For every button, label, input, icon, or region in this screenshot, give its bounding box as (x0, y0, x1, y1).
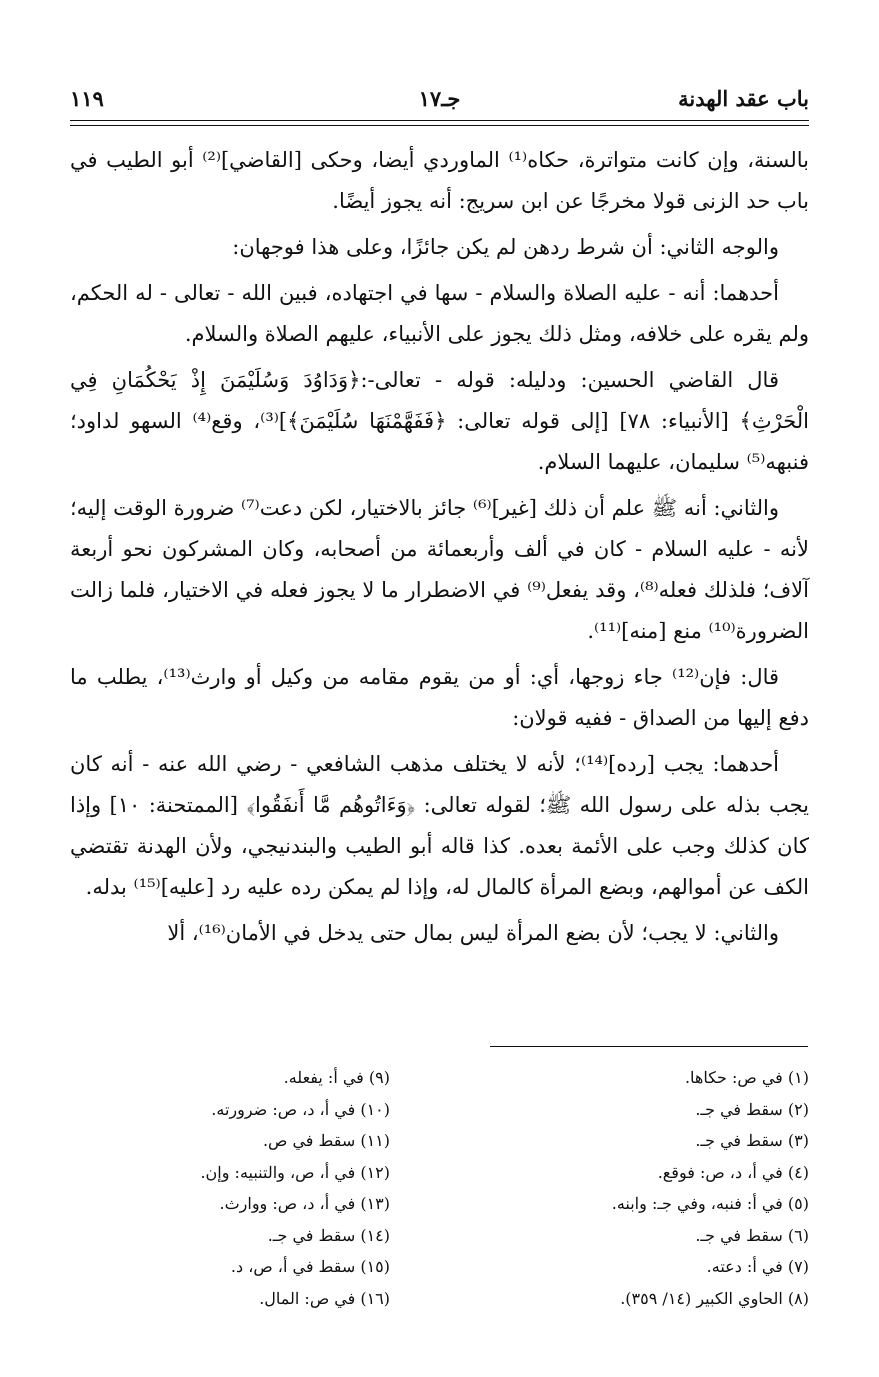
paragraph: والثاني: أنه ﷺ علم أن ذلك [غير]⁽⁶⁾ جائز بالاختيار، لكن دعت⁽⁷⁾ ضرورة الوقت إليه؛ لأنه - عليه السلام - كان في ألف وأربعمائة من أصحابه، وكان المشركون نحو أربعة آلاف؛ فلذلك فعله⁽⁸⁾، وقد يفعل⁽⁹⁾ في الاضطرار ما لا يجوز فعله في الاختيار، فلما زالت الضرورة⁽¹⁰⁾ منع [منه]⁽¹¹⁾. (69, 496, 809, 643)
paragraph: والثاني: لا يجب؛ لأن بضع المرأة ليس بمال حتى يدخل في الأمان⁽¹⁶⁾، ألا (167, 921, 779, 945)
paragraph: قال القاضي الحسين: ودليله: قوله - تعالى-:﴿وَدَاوُدَ وَسُلَيْمَنَ إِذْ يَحْكُمَانِ فِي الْحَرْثِ﴾ [الأنبياء: ٧٨] [إلى قوله تعالى: ﴿فَفَهَّمْنَهَا سُلَيْمَنَ﴾]⁽³⁾، وقع⁽⁴⁾ السهو لداود؛ فنبهه⁽⁵⁾ سليمان، عليهما السلام. (70, 368, 809, 474)
footnote: (١٣) في أ، د، ص: ووارث. (219, 1194, 390, 1213)
footnote: (٦) سقط في جـ. (695, 1225, 809, 1245)
footnote: (٣) سقط في جـ. (695, 1131, 809, 1150)
footnote-separator (490, 1046, 808, 1047)
footnote-column-2 (70, 1062, 390, 1314)
header-rule-top (70, 120, 809, 121)
footnote: (١١) سقط في ص. (262, 1131, 390, 1150)
chapter-title: باب عقد الهدنة (678, 86, 809, 111)
footnote: (١٦) في ص: المال. (259, 1288, 390, 1308)
main-text (70, 140, 809, 954)
footnote-column-1 (469, 1062, 809, 1314)
footnote: (٥) في أ: فنبه، وفي جـ: وابنه. (611, 1194, 809, 1213)
footnote: (٧) في أ: دعته. (706, 1257, 809, 1276)
page-number: ١١٩ (70, 86, 104, 111)
running-header (70, 80, 809, 120)
header-rule-bottom (70, 125, 809, 126)
footnote: (٩) في أ: يفعله. (283, 1068, 390, 1087)
footnote: (٢) سقط في جـ. (695, 1099, 809, 1119)
footnote: (٤) في أ، د، ص: فوقع. (657, 1162, 809, 1182)
footnote: (١٤) سقط في جـ. (267, 1225, 390, 1245)
paragraph: والوجه الثاني: أن شرط ردهن لم يكن جائزًا، وعلى هذا فوجهان: (232, 235, 779, 259)
paragraph: أحدهما: يجب [رده]⁽¹⁴⁾؛ لأنه لا يختلف مذهب الشافعي - رضي الله عنه - أنه كان يجب بذله على رسول الله ﷺ؛ لقوله تعالى: ﴿وَءَاتُوهُم مَّا أَنفَقُوا﴾ [الممتحنة: ١٠] وإذا كان كذلك وجب على الأئمة بعده. كذا قاله أبو الطيب والبندنيجي، ولأن الهدنة تقتضي الكف عن أموالهم، وبضع المرأة كالمال له، وإذا لم يمكن رده عليه رد [عليه]⁽¹⁵⁾ بدله. (70, 752, 810, 899)
footnote: (٨) الحاوي الكبير (١٤/ ٣٥٩). (620, 1288, 809, 1308)
footnote: (١٠) في أ، د، ص: ضرورته. (211, 1099, 390, 1119)
paragraph: قال: فإن⁽¹²⁾ جاء زوجها، أي: أو من يقوم مقامه من وكيل أو وارث⁽¹³⁾، يطلب ما دفع إليها من الصداق - ففيه قولان: (70, 665, 809, 730)
paragraph: أحدهما: أنه - عليه الصلاة والسلام - سها في اجتهاده، فبين الله - تعالى - له الحكم، ولم يقره على خلافه، ومثل ذلك يجوز على الأنبياء، عليهم الصلاة والسلام. (70, 281, 809, 346)
footnote: (١) في ص: حكاها. (684, 1068, 809, 1087)
footnote: (١٥) سقط في أ، ص، د. (230, 1257, 390, 1276)
paragraph: بالسنة، وإن كانت متواترة، حكاه⁽¹⁾ الماوردي أيضا، وحكى [القاضي]⁽²⁾ أبو الطيب في باب حد الزنى قولا مخرجًا عن ابن سريج: أنه يجوز أيضًا. (70, 148, 810, 213)
footnote: (١٢) في أ، ص، والتنبيه: وإن. (200, 1162, 390, 1182)
footnotes (70, 1062, 809, 1314)
volume-label: جـ١٧ (418, 86, 461, 111)
